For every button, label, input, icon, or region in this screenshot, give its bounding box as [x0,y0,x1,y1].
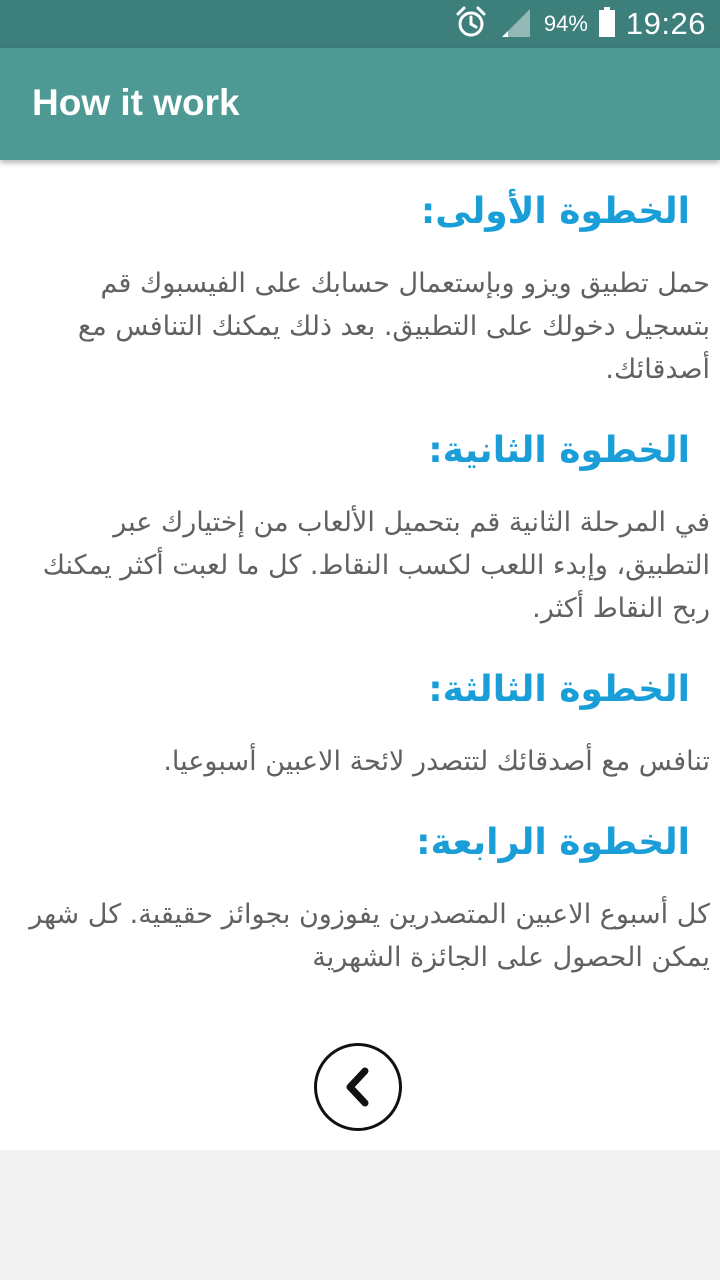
step-body: كل أسبوع الاعبين المتصدرين يفوزون بجوائز حقيقية. كل شهر يمكن الحصول على الجائزة الشهرية [29,899,710,973]
step-title: الخطوة الرابعة: [416,822,690,863]
bottom-bar [0,1030,720,1150]
battery-icon [598,7,616,41]
step-title: الخطوة الأولى: [420,191,690,232]
step-body: حمل تطبيق ويزو وبإستعمال حسابك على الفيسبوك قم بتسجيل دخولك على التطبيق. بعد ذلك يمكنك التنافس مع أصدقائك. [77,268,710,385]
alarm-clock-icon [454,5,488,43]
step-body: تنافس مع أصدقائك لتتصدر لائحة الاعبين أسبوعيا. [163,746,710,777]
step-body: في المرحلة الثانية قم بتحميل الألعاب من إختيارك عبر التطبيق، وإبدء اللعب لكسب النقاط. كل ما لعبت أكثر يمكنك ربح النقاط أكثر. [42,507,710,624]
status-time: 19:26 [625,6,706,41]
cell-signal-icon [498,5,534,43]
step-item [16,186,710,391]
step-title: الخطوة الثالثة: [428,669,690,710]
content-scroll-area[interactable] [0,160,720,1030]
status-icons [454,0,706,48]
back-button[interactable] [314,1043,402,1131]
empty-footer-area [0,1150,720,1280]
steps-list [0,160,720,979]
chevron-left-icon [317,1046,399,1128]
step-title: الخطوة الثانية: [428,430,690,471]
status-bar [0,0,720,48]
step-item [16,817,710,979]
page-title: How it work [32,82,240,123]
app-bar [0,48,720,160]
battery-percent: 94% [543,11,588,36]
step-item [16,425,710,630]
step-item [16,664,710,783]
